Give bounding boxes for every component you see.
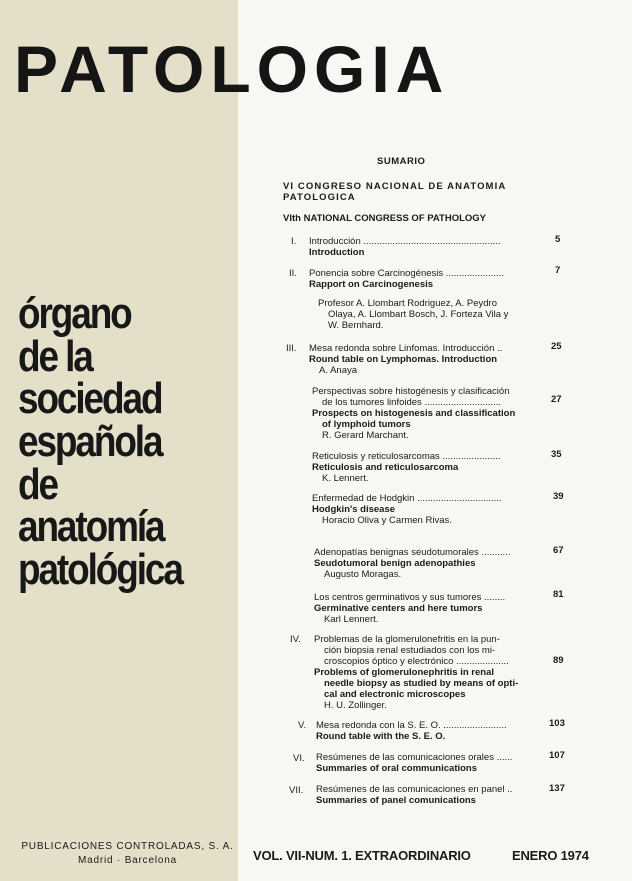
- toc-entry: [314, 592, 505, 625]
- toc-number: II.: [289, 268, 297, 279]
- organ-line: sociedad: [18, 374, 162, 424]
- toc-title-en: Seudotumoral benign adenopathies: [314, 558, 476, 569]
- toc-page: 27: [551, 394, 562, 405]
- journal-title: PATOLOGIA: [14, 32, 450, 106]
- toc-authors: [318, 298, 533, 331]
- toc-title-es: Mesa redonda con la S. E. O. ........................: [316, 720, 507, 731]
- organ-line: de la: [18, 331, 92, 381]
- toc-author: Karl Lennert.: [324, 614, 379, 625]
- toc-entry: [316, 752, 512, 774]
- toc-title-en: Round table with the S. E. O.: [316, 731, 446, 742]
- toc-page: 7: [555, 265, 561, 276]
- toc-title-en: Summaries of panel comunications: [316, 795, 476, 806]
- toc-title-es: Resúmenes de las comunicaciones orales ......: [316, 752, 513, 763]
- toc-title-es: Introducción ....................................................: [309, 236, 501, 247]
- toc-author: H. U. Zollinger.: [324, 700, 387, 711]
- toc-page: 137: [549, 783, 565, 794]
- author-line: Profesor A. Llombart Rodriguez, A. Peydro: [318, 298, 498, 309]
- toc-page: 5: [555, 234, 561, 245]
- toc-number: IV.: [290, 634, 301, 645]
- organ-line: órgano: [18, 289, 131, 338]
- toc-page: 107: [549, 750, 565, 761]
- toc-entry: [312, 493, 502, 526]
- toc-entry: [309, 236, 501, 258]
- organ-line: patológica: [18, 545, 182, 595]
- toc-title-en: of lymphoid tumors: [322, 419, 411, 430]
- toc-title-en: Reticulosis and reticulosarcoma: [312, 462, 459, 473]
- toc-page: 89: [553, 655, 564, 666]
- toc-title-es: Resúmenes de las comunicaciones en panel ..: [316, 784, 513, 795]
- publisher-name: PUBLICACIONES CONTROLADAS, S. A.: [21, 841, 234, 852]
- toc-number: VII.: [289, 785, 304, 796]
- toc-title-es: Problemas de la glomerulonefritis en la pun-: [314, 634, 500, 645]
- society-description: [18, 289, 199, 595]
- toc-entry: [316, 784, 512, 806]
- toc-title-es: Perspectivas sobre histogénesis y clasificación: [312, 386, 510, 397]
- toc-title-es: de los tumores linfoides .............................: [322, 397, 501, 408]
- toc-entry: [309, 343, 502, 376]
- organ-line: española: [18, 417, 162, 467]
- toc-entry: [314, 547, 510, 580]
- toc-author: K. Lennert.: [322, 473, 369, 484]
- toc-title-en: Rapport on Carcinogenesis: [309, 279, 434, 290]
- issue-date: ENERO 1974: [512, 848, 589, 863]
- toc-page: 103: [549, 718, 565, 729]
- toc-title-es: Los centros germinativos y sus tumores ........: [314, 592, 506, 603]
- toc-title-es: Adenopatías benignas seudotumorales ...........: [314, 547, 511, 558]
- volume-info: [253, 848, 623, 863]
- toc-number: VI.: [293, 753, 305, 764]
- toc-entry: [309, 268, 504, 290]
- toc-number: III.: [286, 343, 297, 354]
- toc-entry: [316, 720, 507, 742]
- toc-entry: [314, 634, 518, 711]
- organ-line: anatomía: [18, 502, 164, 552]
- toc-entry: [312, 451, 500, 484]
- toc-title-en: Problems of glomerulonephritis in renal: [314, 667, 494, 678]
- toc-title-es: Reticulosis y reticulosarcomas ......................: [312, 451, 501, 462]
- toc-author: A. Anaya: [319, 365, 358, 376]
- toc-title-es: ción biopsia renal estudiados con los mi-: [324, 645, 496, 656]
- toc-page: 81: [553, 589, 564, 600]
- toc-title-en: Summaries of oral communications: [316, 763, 478, 774]
- organ-line: de: [18, 459, 57, 509]
- toc-number: I.: [291, 236, 297, 247]
- toc-title-en: Introduction: [309, 247, 365, 258]
- toc-title-en: Hodgkin's disease: [312, 504, 396, 515]
- toc-author: Augusto Moragas.: [324, 569, 402, 580]
- toc-number: V.: [298, 720, 307, 731]
- toc-title-en: Germinative centers and here tumors: [314, 603, 483, 614]
- author-line: Olaya, A. Llombart Bosch, J. Forteza Vila y: [328, 309, 509, 320]
- toc-page: 39: [553, 491, 564, 502]
- toc-heading: SUMARIO: [377, 156, 426, 167]
- toc-author: Horacio Oliva y Carmen Rivas.: [322, 515, 452, 526]
- toc-page: 67: [553, 545, 564, 556]
- congress-title-en: VIth NATIONAL CONGRESS OF PATHOLOGY: [283, 213, 487, 224]
- congress-title-es: VI CONGRESO NACIONAL DE ANATOMIA PATOLOGICA: [283, 181, 506, 203]
- publisher-cities: Madrid · Barcelona: [78, 855, 177, 866]
- toc-author: R. Gerard Marchant.: [322, 430, 409, 441]
- volume-number: VOL. VII-NUM. 1. EXTRAORDINARIO: [253, 848, 471, 863]
- toc-title-es: Ponencia sobre Carcinogénesis ......................: [309, 268, 504, 279]
- toc-title-en: Prospects on histogenesis and classification: [312, 408, 516, 419]
- toc-title-es: croscopios óptico y electrónico ....................: [324, 656, 509, 667]
- toc-title-es: Enfermedad de Hodgkin ................................: [312, 493, 502, 504]
- toc-title-es: Mesa redonda sobre Linfomas. Introducción ..: [309, 343, 503, 354]
- toc-title-en: Round table on Lymphomas. Introduction: [309, 354, 498, 365]
- toc-title-en: cal and electronic microscopes: [324, 689, 466, 700]
- toc-title-en: needle biopsy as studied by means of opti-: [324, 678, 519, 689]
- toc-page: 25: [551, 341, 562, 352]
- toc-page: 35: [551, 449, 562, 460]
- toc-entry: [312, 386, 515, 441]
- author-line: W. Bernhard.: [328, 320, 384, 331]
- publisher: [0, 840, 255, 868]
